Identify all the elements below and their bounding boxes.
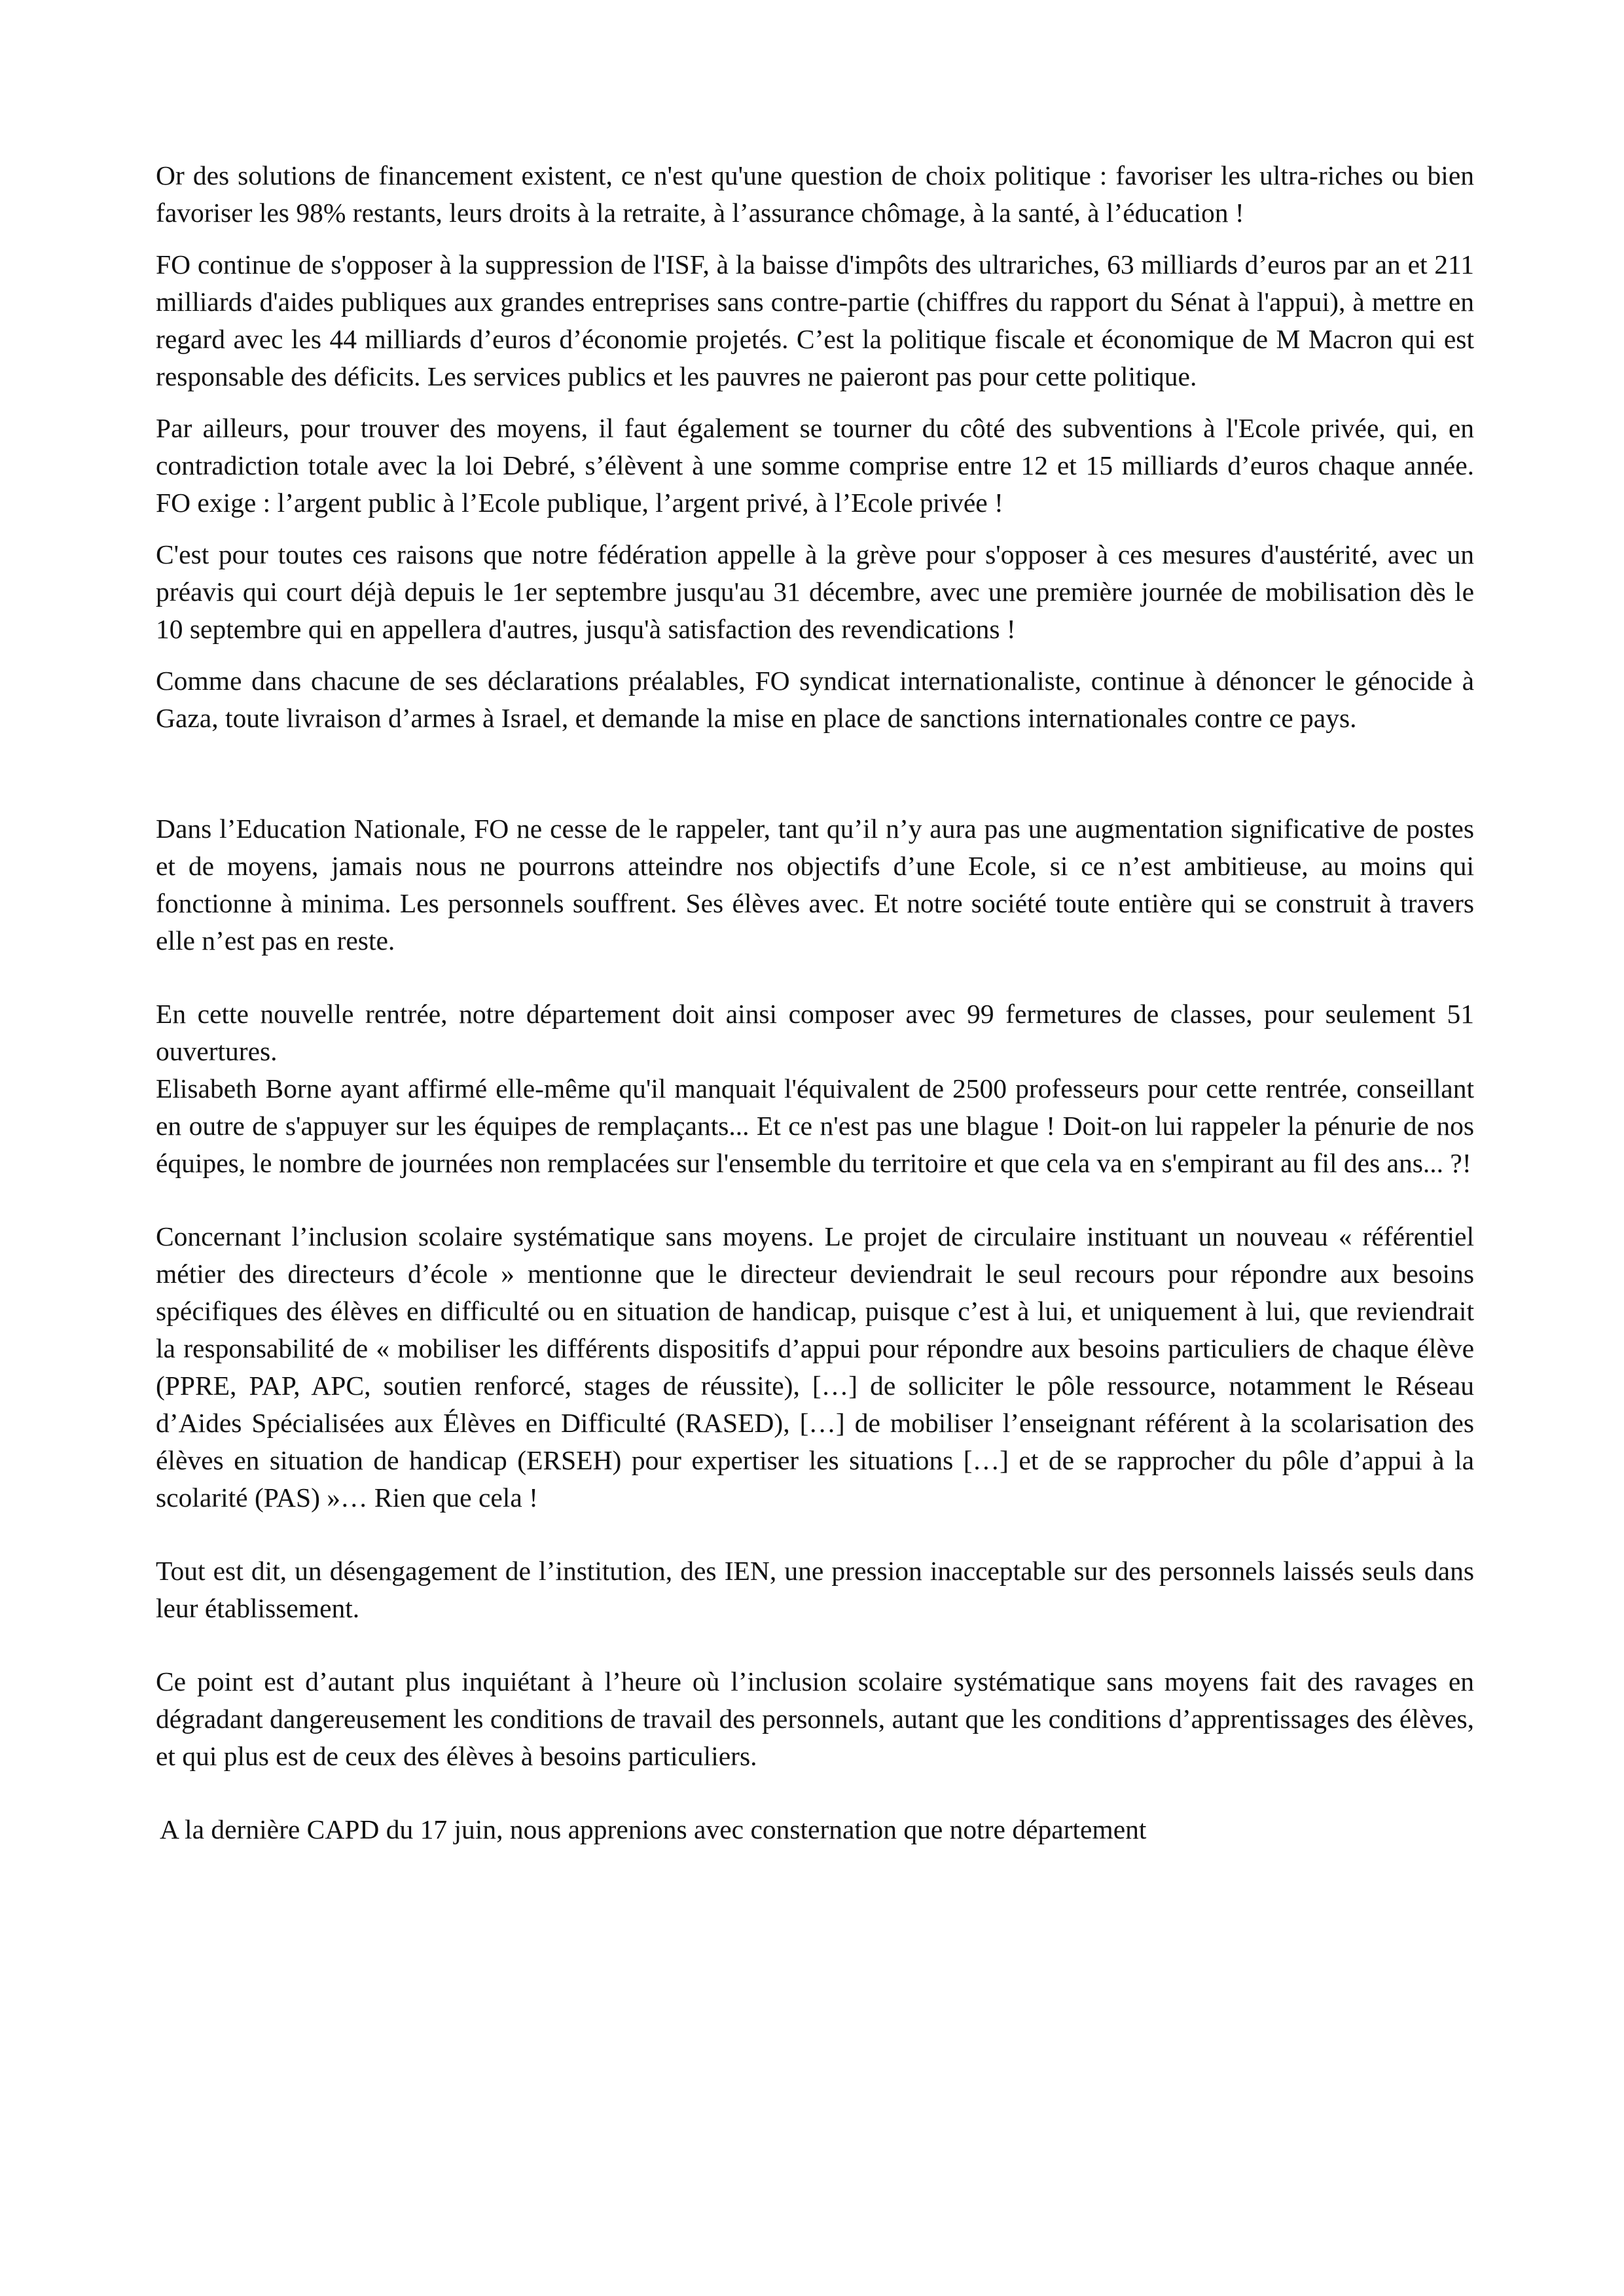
paragraph-greve: C'est pour toutes ces raisons que notre fédération appelle à la grève pour s'opposer à ces mesures d'austérité, avec un préavis qui court déjà depuis le 1er septembre jusqu'au 31 décembre, avec une première journée de mobilisation dès le 10 septembre qui en appellera d'autres, jusqu'à satisfaction des revendications ! — [156, 539, 1474, 644]
paragraph-spacer — [156, 522, 1474, 536]
paragraph-spacer — [156, 960, 1474, 996]
paragraph-borne: Elisabeth Borne ayant affirmé elle-même qu'il manquait l'équivalent de 2500 professeurs pour cette rentrée, conseillant en outre de s'appuyer sur les équipes de remplaçants... Et ce n'est pas une blague ! Doit-on lui rappeler la pénurie de nos équipes, le nombre de journées non remplacées sur l'ensemble du territoire et que cela va en s'empirant au fil des ans... ?! — [156, 1073, 1474, 1178]
paragraph-spacer — [156, 737, 1474, 810]
paragraph-spacer — [156, 1182, 1474, 1218]
paragraph-inquietant: Ce point est d’autant plus inquiétant à l’heure où l’inclusion scolaire systématique sans moyens fait des ravages en dégradant dangereusement les conditions de travail des personnels, autant que les conditions d’apprentissages des élèves, et qui plus est de ceux des élèves à besoins particuliers. — [156, 1666, 1474, 1771]
paragraph-capd: A la dernière CAPD du 17 juin, nous apprenions avec consternation que notre département — [160, 1814, 1147, 1844]
paragraph-inclusion: Concernant l’inclusion scolaire systématique sans moyens. Le projet de circulaire instituant un nouveau « référentiel métier des directeurs d’école » mentionne que le directeur deviendrait le seul recours pour répondre aux besoins spécifiques des élèves en difficulté ou en situation de handicap, puisque c’est à lui, et uniquement à lui, que reviendrait la responsabilité de « mobiliser les différents dispositifs d’appui pour répondre aux besoins particuliers de chaque élève (PPRE, PAP, APC, soutien renforcé, stages de réussite), […] de solliciter le pôle ressource, notamment le Réseau d’Aides Spécialisées aux Élèves en Difficulté (RASED), […] de mobiliser l’enseignant référent à la scolarisation des élèves en situation de handicap (ERSEH) pour expertiser les situations […] et de se rapprocher du pôle d’appui à la scolarité (PAS) »… Rien que cela ! — [156, 1221, 1474, 1513]
document-body — [156, 157, 1474, 1848]
paragraph-financing: Or des solutions de financement existent, ce n'est qu'une question de choix politique : favoriser les ultra-riches ou bien favoriser les 98% restants, leurs droits à la retraite, à l’assurance chômage, à la santé, à l’éducation ! — [156, 160, 1474, 228]
paragraph-gaza: Comme dans chacune de ses déclarations préalables, FO syndicat internationaliste, continue à dénoncer le génocide à Gaza, toute livraison d’armes à Israel, et demande la mise en place de sanctions internationales contre ce pays. — [156, 666, 1474, 733]
paragraph-spacer — [156, 395, 1474, 410]
paragraph-spacer — [156, 1775, 1474, 1811]
paragraph-isf: FO continue de s'opposer à la suppression de l'ISF, à la baisse d'impôts des ultrariches, 63 milliards d’euros par an et 211 milliards d'aides publiques aux grandes entreprises sans contre-partie (chiffres du rapport du Sénat à l'appui), à mettre en regard avec les 44 milliards d’euros d’économie projetés. C’est la politique fiscale et économique de M Macron qui est responsable des déficits. Les services publics et les pauvres ne paieront pas pour cette politique. — [156, 249, 1474, 391]
paragraph-desengagement: Tout est dit, un désengagement de l’institution, des IEN, une pression inacceptable sur des personnels laissés seuls dans leur établissement. — [156, 1556, 1474, 1623]
paragraph-spacer — [156, 1516, 1474, 1552]
paragraph-spacer — [156, 1627, 1474, 1663]
paragraph-education-nationale: Dans l’Education Nationale, FO ne cesse de le rappeler, tant qu’il n’y aura pas une augmentation significative de postes et de moyens, jamais nous ne pourrons atteindre nos objectifs d’une Ecole, si ce n’est ambitieuse, au moins qui fonctionne à minima. Les personnels souffrent. Ses élèves avec. Et notre société toute entière qui se construit à travers elle n’est pas en reste. — [156, 814, 1474, 956]
paragraph-spacer — [156, 648, 1474, 662]
paragraph-rentree: En cette nouvelle rentrée, notre département doit ainsi composer avec 99 fermetures de classes, pour seulement 51 ouvertures. — [156, 999, 1474, 1066]
paragraph-spacer — [156, 232, 1474, 246]
paragraph-ecole-privee: Par ailleurs, pour trouver des moyens, il faut également se tourner du côté des subventions à l'Ecole privée, qui, en contradiction totale avec la loi Debré, s’élèvent à une somme comprise entre 12 et 15 milliards d’euros chaque année. FO exige : l’argent public à l’Ecole publique, l’argent privé, à l’Ecole privée ! — [156, 413, 1474, 518]
